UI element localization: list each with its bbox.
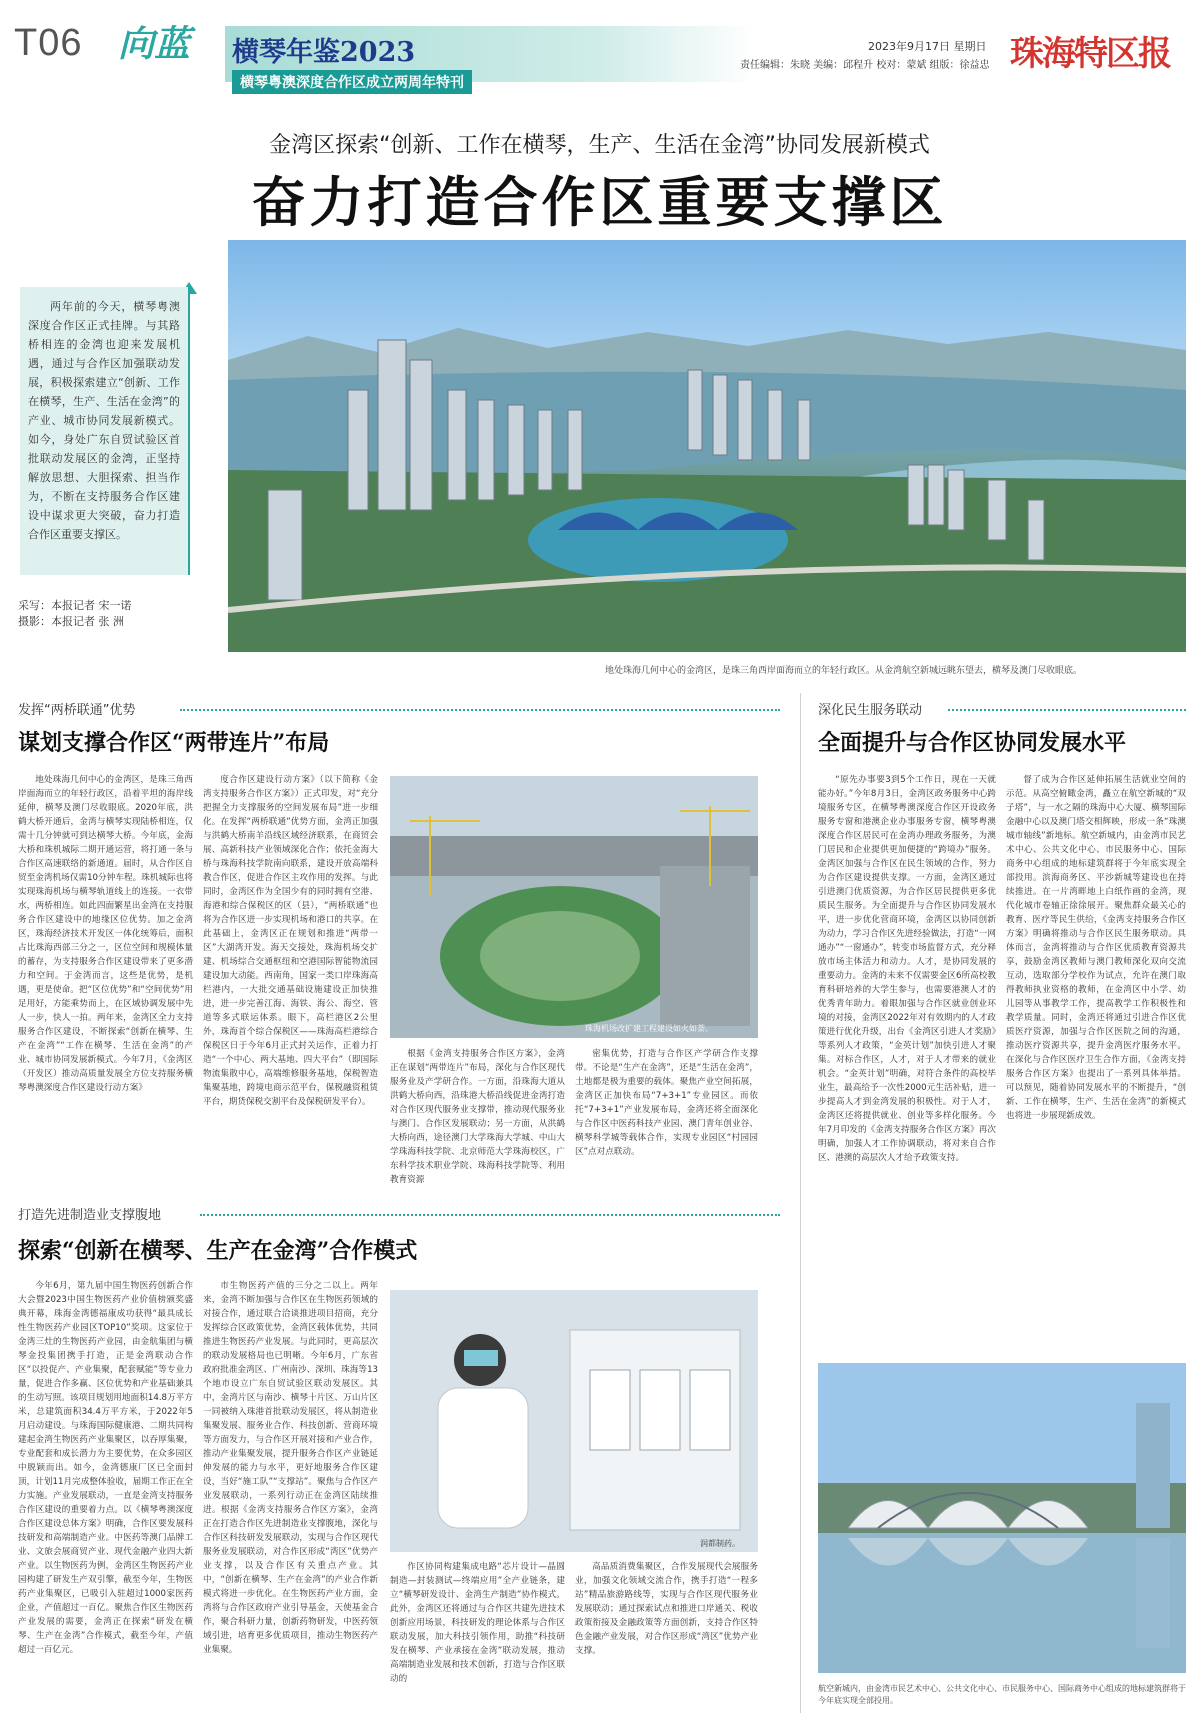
intro-arrow-line <box>188 290 190 575</box>
article-text: 作区协同构建集成电路“芯片设计—晶圆制造—封装测试—终端应用”全产业链条，建立“横琴研发设计、金湾生产制造”协作模式。此外，金湾区还将通过与合作区共建先进技术创新应用场景，科技研发的理论体系与合作区联动发展，加大科技引领作用，助推“科技研发在横琴、产业承接在金湾”联动发展，推动高端制造业发展和技术创新，打造与合作区联动的 <box>390 1562 565 1684</box>
section-subtitle: 横琴粤澳深度合作区成立两周年特刊 <box>232 70 472 94</box>
article-column-1 <box>18 773 193 1359</box>
article-column-8 <box>575 1560 758 1715</box>
article-text: 度合作区建设行动方案》（以下简称《金湾支持服务合作区方案》）正式印发，对“充分把握全力支撑服务的空间发展布局”进一步细化。在发挥“两桥联通”优势方面，金湾正加强与洪鹤大桥南羊沿线区域经济联系，在商贸会展、高新科技产业领域深化合作；依托金海大桥与珠海科技学院南向联系，建设开放高端科教合作区，促进合作区主攻作用的发挥。与此同时，金湾区作为全国少有的同时拥有空港、海港和综合保税区的区（县），“两桥联通”也将为合作区进一步实现机场和港口的共享。在此基础上，金湾区正在规划和推进“两带一区”大湖湾开发。海天交接处，珠海机场交扩建、机场综合交通枢纽和空港国际智能物流园建设加大动能。西南角，国家一类口岸珠海高栏港内，一大批交通基础设施建设正加快推进，进一步完善江海、海铁、海公、海空、管道等多式联运体系。眼下，高栏港区2公里外，珠海首个综合保税区——珠海高栏港综合保税区日于今年6月正式封关运作，正着力打造“一个中心、两大基地、四大平台”（即国际物流集散中心，高端维修服务基地，保税智造集聚基地，跨境电商示范平台，保税融资租赁平台，期货保税交割平台及保税研发平台）。 <box>203 775 378 1107</box>
article-text: 密集优势，打造与合作区产学研合作支撑带。不论是“生产在金湾”，还是“生活在金湾”，土地都是极为重要的载体。聚焦产业空间拓展，金湾区正加快布局“7+3+1”专业园区。而依托“7+3+1”产业发展布局，金湾还将全面深化与合作区中医药科技产业园、澳门青年创业谷、横琴科学城等载体合作，实现专业园区“村园园区”点对点联动。 <box>575 1049 758 1157</box>
byline <box>18 598 132 630</box>
masthead <box>0 0 1199 96</box>
credit-writer: 采写：本报记者 宋一诺 <box>18 599 132 612</box>
issue-date: 2023年9月17日 星期日 <box>868 40 987 53</box>
article-text: 市生物医药产值的三分之二以上。两年来，金湾不断加强与合作区在生物医药领域的对接合作，通过联合洽谈推进项目招商，充分发挥综合区政策优势，金湾区载体优势，共同推进生物医药产业发展。与此同时，更高层次的联动发展格局也已明晰。今年6月，广东省政府批准金湾区、广州南沙、深圳、珠海等13个地市设立广东自贸试验区联动发展区。其中，金湾片区与南沙、横琴十片区、万山片区一同被纳入珠港首批联动发展区，将从制造业集聚发展、服务业合作、科技创新、营商环境等方面发力，与合作区开展对接和产业合作，推动产业集聚发展，提升服务合作区产业链延伸发展的能力与水平，更好地服务合作区建设，当好“施工队”“支撑站”。聚焦与合作区产业发展联动，一系列行动正在金湾区陆续推进。根据《金湾支持服务合作区方案》，金湾正在打造合作区先进制造业支撑腹地，深化与合作区科技研发发展联动，实现与合作区现代服务业发展联动，对合作区形成“湾区”优势产业支撑，以及合作区有关重点产业。其中，“创新在横琴、生产在金湾”的产业合作新模式将进一步优化。在生物医药产业方面，金湾将与合作区政府产业引导基金，天使基金合作，聚合科研力量，创新药物研发，中医药领域引进，培育更多优质项目，推动生物医药产业集聚。 <box>203 1281 378 1655</box>
credit-photographer: 摄影：本报记者 张 洲 <box>18 615 124 628</box>
section-label-livelihood: 深化民生服务联动 <box>818 703 923 718</box>
page-number: T06 <box>14 22 83 64</box>
civic-centre-photo <box>818 1363 1186 1673</box>
section-label-manufacturing: 打造先进制造业支撑腹地 <box>18 1208 162 1223</box>
article-column-7 <box>390 1560 565 1715</box>
article-column-4 <box>575 1047 758 1231</box>
brand-script-logo: 向蓝 <box>118 23 191 65</box>
article-column-6 <box>203 1279 378 1715</box>
lab-photo-caption: 润都制药。 <box>700 1539 740 1548</box>
section-headline-manufacturing: 探索“创新在横琴、生产在金湾”合作模式 <box>18 1238 418 1264</box>
article-text: 督了成为合作区延伸拓展生活就业空间的示范。从高空俯瞰金湾，矗立在航空新城的“双子塔”，与一水之隔的珠海中心大厦、横琴国际金融中心以及澳门塔交相辉映，形成一条“珠澳城市轴线”新地标。航空新城内，由金湾市民艺术中心、公共文化中心、市民服务中心、国际商务中心组成的地标建筑群将于今年底实现全部投用。滨海商务区、平沙新城等建设也在持续推进。在一片湾畔地上白纸作画的金湾，现代化城市卷轴正徐徐展开。聚焦群众最关心的教育、医疗等民生供给，《金湾支持服务合作区方案》明确将推动与合作区民生服务联动。具体而言，金湾将推动与合作区优质教育资源共享，鼓励金湾区教师与澳门教师深化双向交流互动，选取部分学校作为试点，允许在澳门取得教师执业资格的教师，在金湾区中小学、幼儿园等从事教学工作，提高教学工作积极性和教学质量。同时，金湾还将通过引进合作区优质医疗资源，加强与合作区医院之间的沟通，推动医疗资源共享，提升金湾医疗服务水平。在深化与合作区医疗卫生合作方面，《金湾支持服务合作区方案》也提出了一系列具体举措。可以预见，随着协同发展水平的不断提升，“创新、工作在横琴，生产、生活在金湾”的新模式也将进一步展现新成效。 <box>1006 775 1186 1121</box>
hero-photo-caption: 地处珠海几何中心的金湾区，是珠三角西岸面海而立的年轻行政区。从金湾航空新城远眺东望去，横琴及澳门尽收眼底。 <box>605 666 1083 676</box>
section-divider <box>180 709 780 711</box>
article-text: 根据《金湾支持服务合作区方案》，金湾正在谋划“两带连片”布局，深化与合作区现代服务业及产学研合作。一方面，沿珠海大道从洪鹤大桥向西，沿珠港大桥沿线促进金湾打造对合作区现代服务业支撑带，推动现代服务业与澳门、合作区发展联动；另一方面，从洪鹤大桥向西，途径澳门大学珠海大学城、中山大学珠海科技学院、北京师范大学珠海校区，广东科学技术职业学院、珠海科技学院等、利用教育资源 <box>390 1049 565 1185</box>
airport-photo-caption: 珠海机场改扩建工程建设如火如荼。 <box>585 1024 713 1033</box>
column-divider <box>800 693 801 1713</box>
section-divider <box>200 1214 780 1216</box>
article-column-3 <box>390 1047 565 1231</box>
newspaper-logo: 珠海特区报 <box>1010 34 1170 74</box>
section-divider <box>948 709 1186 711</box>
article-column-10 <box>1006 773 1186 1353</box>
airport-construction-photo <box>390 776 758 1038</box>
article-text: “原先办事要3到5个工作日，现在一天就能办好。”今年8月3日，金湾区政务服务中心跨境服务专区，在横琴粤澳深度合作区开设政务服务专窗和港澳企业办事服务专窗，横琴粤澳深度合作区居民可在金湾办理政务服务，为澳门居民和企业提供更加便捷的“跨境办”服务。金湾区加强与合作区在民生领域的合作，努力为合作区建设提供支撑。一方面，金湾区通过引进澳门优质资源，为合作区居民提供更多优质民生服务。为全面提升与合作区协同发展水平，进一步优化营商环境，金湾区以协同创新为动力，学习合作区先进经验做法，打造“一网通办”“一窗通办”，转变市场监督方式，充分释放市场主体活力和动力。人才，是协同发展的重要动力。金湾的未来不仅需要金区6所高校教育科研培养的大学生参与，也需要港澳人才的优秀青年助力。着眼加强与合作区就业创业环境的对接，金湾区2022年对有效期内的人才政策进行优化升级，出台《金湾区引进人才奖励》等系列人才政策，“金英计划”加快引进人才聚集。对标合作区，人才，对于人才带来的就业机会。“金英计划”明确，对符合条件的高校毕业生，最高给予一次性2000元生活补贴，进一步提高人才到金湾发展的积极性。对于人才，金湾区还将提供就业、创业等多样化服务。今年7月印发的《金湾支持服务合作区方案》再次明确，加强人才工作协调联动，将对来自合作区、港澳的高层次人才给予政策支持。 <box>818 775 996 1163</box>
intro-paragraph: 两年前的今天，横琴粤澳深度合作区正式挂牌。与其路桥相连的金湾也迎来发展机遇，通过与合作区加强联动发展，积极探索建立“创新、工作在横琴，生产、生活在金湾”的产业、城市协同发展新模式。如今，身处广东自贸试验区首批联动发展区的金湾，正坚持解放思想、大胆探索、担当作为，不断在支持服务合作区建设中谋求更大突破，奋力打造合作区重要支撑区。 <box>20 287 188 575</box>
article-column-2 <box>203 773 378 1359</box>
section-headline-two-bridges: 谋划支撑合作区“两带连片”布局 <box>18 730 330 756</box>
lead-kicker: 金湾区探索“创新、工作在横琴，生产、生活在金湾”协同发展新模式 <box>269 133 930 158</box>
article-column-5 <box>18 1279 193 1715</box>
section-label-two-bridges: 发挥“两桥联通”优势 <box>18 703 136 718</box>
section-headline-livelihood: 全面提升与合作区协同发展水平 <box>818 730 1127 756</box>
editors-line: 责任编辑：朱晓 美编：邱程升 校对：蒙斌 组版：徐益忠 <box>740 60 990 71</box>
hero-photo <box>228 240 1186 652</box>
civic-photo-caption: 航空新城内，由金湾市民艺术中心、公共文化中心、市民服务中心、国际商务中心组成的地标建筑群将于今年底实现全部投用。 <box>818 1684 1186 1705</box>
article-text: 高品质消费集聚区，合作发展现代会展服务业，加强文化领域交流合作，携手打造“一程多站”精品旅游路线等，实现与合作区现代服务业发展联动；通过探索试点和推进口岸通关、税收政策衔接及金融政策等方面创新，支持合作区特色金融产业发展，对合作区形成“湾区”优势产业支撑。 <box>575 1562 758 1656</box>
article-text: 地处珠海几何中心的金湾区，是珠三角西岸面海而立的年轻行政区，沿着平坦的海岸线延伸，横琴及澳门尽收眼底。2020年底，洪鹤大桥开通后，金湾与横琴实现陆桥相连，仅需十几分钟就可到达横琴大桥。今年底，金海大桥和珠机城际二期开通运营，将打通一条与合作区高速联络的新通道。届时，从合作区自贸至金湾机场仅需10分钟车程。珠机城际也将实现珠海机场与横琴轨道线上的连接。一衣带水，两桥相连。如此四面繁星出金湾在支持服务合作区建设中的地缘区位优势。加之金湾区，珠海经济技术开发区一体化统筹后，面积占比珠海西部三分之一，区位空间和规模体量的蓄存，为支持服务合作区建设带来了更多潜力和空间。于金湾而言，这些是优势，是机遇，更是使命。把“区位优势”和“空间优势”用足用好，方能乘势而上，在区域协调发展中先人一步，快人一拍。两年来，金湾区全力支持服务合作区建设，不断探索“创新在横琴、生产在金湾”“工作在横琴、生活在金湾”的产业、城市协同发展新模式。今年7月，《金湾区（开发区）推动高质量发展全方位支持服务横琴粤澳深度合作区建设行动方案》 <box>18 775 193 1093</box>
main-headline: 奋力打造合作区重要支撑区 <box>251 170 948 234</box>
pharmaceutical-lab-photo <box>390 1290 758 1552</box>
section-title: 横琴年鉴2023 <box>232 37 416 68</box>
article-text: 今年6月，第九届中国生物医药创新合作大会暨2023中国生物医药产业价值榜颁奖盛典开幕，珠海金湾德福康成功获得“最具成长性生物医药产业园区TOP10”奖项。这家位于金湾三灶的生物医药产业园，由金航集团与横琴金投集团携手打造，正是金湾联动合作区“以投促产、产业集聚，配套赋能”等专业力量，促进合作多赢、区位优势和产业基础兼具的生动写照。该项目规划用地面积14.8万平方米，总建筑面积34.4万平方米，于2022年5月启动建设。与珠海国际健康港、二期共同构建起金湾生物医药产业集聚区，以吞厚集聚，专业配套和成长潜力为主要优势，在众多园区中脱颖而出。如今，金湾德康厂区已全面封顶，计划11月完成整体验收，届期工作正在全力实施。产业发展联动，一直是金湾支持服务合作区建设的重要着力点。以《横琴粤澳深度合作区建设总体方案》明确，合作区要发展科技研发和高端制造产业。中医药等澳门品牌工业、文旅会展商贸产业、现代金融产业四大新产业。以生物医药为例，金湾区生物医药产业园构建了研发生产双引擎，截至今年，生物医药产业集聚区，已吸引入驻超过1000家医药企业，产值超过一百亿。聚焦合作区生物医药产业发展的需要，金湾正在探索“研发在横琴、生产在金湾”合作模式，截至今年，产值超过一百亿元。 <box>18 1281 193 1655</box>
article-column-9 <box>818 773 996 1353</box>
